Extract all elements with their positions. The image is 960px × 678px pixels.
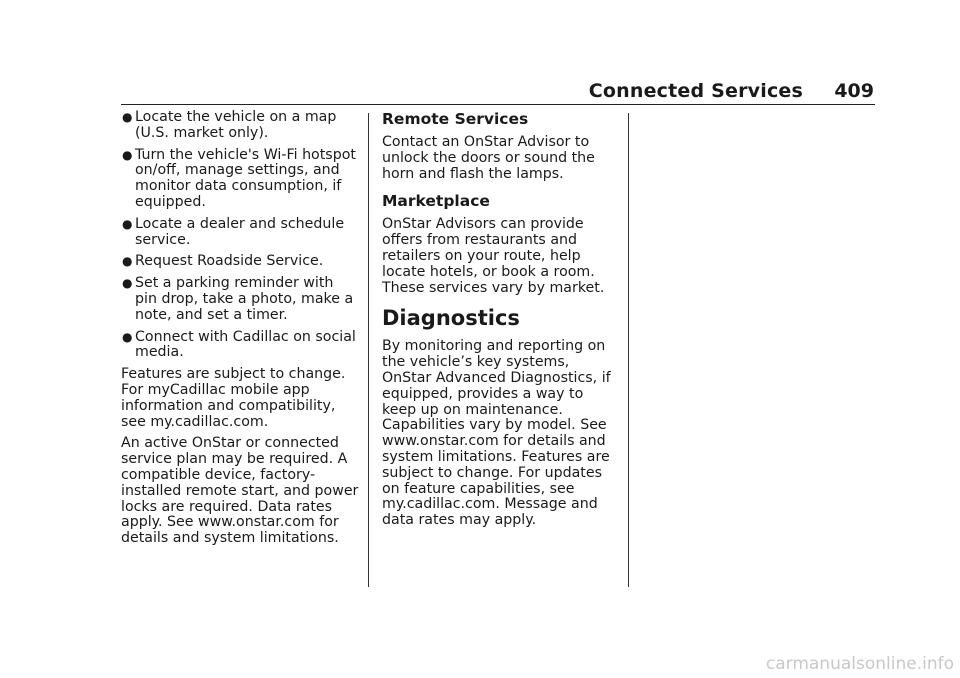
bullet-icon: ● [122, 276, 133, 291]
feature-bullet-list [121, 110, 359, 361]
bullet-icon: ● [122, 110, 133, 124]
page-header [121, 78, 875, 105]
bullet-icon: ● [122, 147, 133, 162]
bullet-item [121, 330, 359, 362]
bullet-text: Request Roadside Service. [135, 253, 324, 270]
bullet-text: Connect with Cadillac on social media. [135, 328, 356, 361]
diagnostics-text: By monitoring and reporting on the vehicle’s key systems, OnStar Advanced Diagnostics, if equipped, provides a way to keep up on maintenance. Capabilities vary by model. See www.onstar.com for details and system limitations. Features are subject to change. For updates on feature capabilities, see my.cadillac.com. Message and data rates may apply. [382, 338, 611, 529]
remote-services-text: Contact an OnStar Advisor to unlock the doors or sound the horn and flash the lamps. [382, 134, 595, 182]
bullet-text: Set a parking reminder with pin drop, take a photo, make a note, and set a timer. [135, 275, 354, 323]
bullet-text: Locate the vehicle on a map (U.S. market only). [135, 109, 337, 141]
watermark-link[interactable]: carmanualsonline.info [765, 654, 954, 674]
page-number: 409 [834, 80, 874, 102]
bullet-item [121, 254, 359, 270]
left-column [121, 110, 359, 553]
bullet-text: Turn the vehicle's Wi-Fi hotspot on/off, manage settings, and monitor data consumption, if equipped. [135, 146, 356, 210]
features-paragraph: Features are subject to change. For myCadillac mobile app information and compatibility, see my.cadillac.com. [121, 366, 346, 430]
column-divider [368, 113, 369, 587]
bullet-text: Locate a dealer and schedule service. [135, 215, 345, 248]
marketplace-text: OnStar Advisors can provide offers from restaurants and retailers on your route, help locate hotels, or book a room. These services vary by market. [382, 216, 605, 296]
marketplace-heading: Marketplace [382, 192, 490, 211]
service-plan-paragraph: An active OnStar or connected service plan may be required. A compatible device, factory-installed remote start, and power locks are required. Data rates apply. See www.onstar.com for details and system limitations. [121, 435, 359, 547]
bullet-icon: ● [122, 254, 133, 269]
bullet-item [121, 276, 359, 323]
bullet-item [121, 110, 359, 142]
remote-services-heading: Remote Services [382, 110, 529, 128]
bullet-icon: ● [122, 216, 133, 231]
middle-column [382, 110, 618, 535]
bullet-icon: ● [122, 329, 133, 344]
section-title: Connected Services [588, 80, 803, 102]
column-divider [628, 113, 629, 587]
bullet-item [121, 148, 359, 211]
bullet-item [121, 217, 359, 249]
diagnostics-heading: Diagnostics [382, 306, 520, 331]
